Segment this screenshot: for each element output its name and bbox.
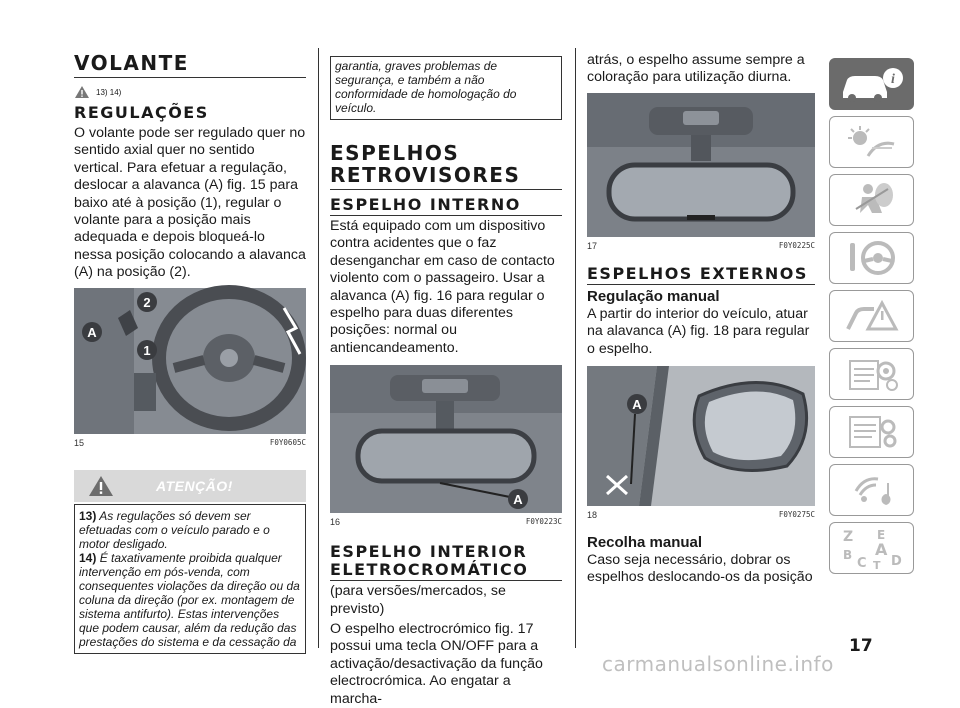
fig17-code: F0Y0225C [778, 240, 815, 250]
warning-road-icon [842, 295, 902, 337]
section-title-espelhos: ESPELHOS [330, 141, 460, 165]
section-title-volante: VOLANTE [74, 51, 189, 75]
sub-title-regulacoes: REGULAÇÕES [74, 103, 209, 122]
dashboard-lights-icon [842, 122, 902, 162]
manual-fold-body: Caso seja necessário, dobrar os espelhos deslocando-os da posição [587, 552, 813, 586]
sub-title-espelho-interior: ESPELHO INTERIOR [330, 542, 528, 562]
airbag-safety-icon [842, 179, 902, 221]
electrochromic-body-continued: atrás, o espelho assume sempre a coloração para utilização diurna. [587, 52, 805, 86]
note-14-text: É taxativamente proibida qualquer intervenção em pós-venda, com consequentes violações da direção ou da coluna da direção (por ex. montagem de sistema antifurto). Estas intervenções que podem causar, além da redução das prestações do sistema e da cessação da [79, 550, 300, 649]
warning-title: ATENÇÃO! [156, 477, 233, 494]
interior-mirror-illustration [330, 365, 562, 513]
warning-box [74, 470, 306, 502]
tab-starting-driving[interactable] [829, 232, 914, 284]
electrochromic-body: O espelho electrocrómico fig. 17 possui uma tecla ON/OFF para a activação/desactivação da função electrocrómica. Ao engatar a marcha- [330, 621, 543, 707]
column-mirrors [330, 0, 562, 708]
note-13-num: 13) [79, 508, 97, 523]
sub-title-eletrocromatico: ELETROCROMÁTICO [330, 560, 529, 580]
section-rule [74, 77, 306, 78]
sub-recolha-manual: Recolha manual [587, 534, 703, 552]
external-mirror-illustration [587, 366, 815, 506]
tab-emergency[interactable] [829, 290, 914, 342]
figure-17-caption [587, 241, 815, 251]
fig15-number: 15 [74, 437, 85, 448]
tab-technical-data[interactable] [829, 406, 914, 458]
figure-18-external-mirror [587, 366, 815, 506]
figure-15-steering [74, 288, 306, 434]
warning-refs [74, 84, 306, 100]
column-steering-wheel [74, 0, 306, 654]
column-external-mirrors [587, 0, 815, 587]
note-14 [79, 551, 301, 649]
multimedia-icon [842, 469, 902, 511]
figure-18-caption [587, 510, 815, 520]
alphabetical-index-icon [837, 525, 907, 571]
section-rule [587, 284, 815, 285]
watermark: carmanualsonline.info [602, 652, 834, 676]
note-refs: 13) 14) [96, 87, 122, 97]
figure-16-interior-mirror [330, 365, 562, 513]
fig15-label-1: 1 [143, 342, 151, 358]
svg-text:T: T [872, 559, 881, 572]
manual-adjust-body: A partir do interior do veículo, atuar na alavanca (A) fig. 18 para regular o espelho. [587, 305, 810, 357]
fig15-label-a: A [87, 324, 97, 340]
figure-16-caption [330, 517, 562, 527]
tab-safety[interactable] [829, 174, 914, 226]
column-divider [575, 48, 576, 648]
interior-mirror-body: Está equipado com um dispositivo contra acidentes que o faz desenganchar em caso de contacto violento com o passageiro. Usar a alavanca (A) fig. 16 para regular o espelho para duas diferentes posições: normal ou antiencandeamento. [330, 218, 555, 356]
tab-dashboard[interactable] [829, 116, 914, 168]
page-number: 17 [849, 636, 873, 656]
tab-maintenance[interactable] [829, 348, 914, 400]
svg-text:C: C [856, 556, 867, 571]
sub-rule [330, 580, 562, 581]
car-info-icon [837, 64, 907, 104]
chapter-sidebar [829, 58, 914, 580]
tab-alphabetical-index[interactable] [829, 522, 914, 574]
svg-text:A: A [874, 540, 887, 559]
fig15-code: F0Y0605C [269, 437, 306, 447]
svg-text:E: E [876, 528, 885, 542]
warning-triangle-icon [88, 475, 114, 497]
sub-title-espelho-interno: ESPELHO INTERNO [330, 195, 521, 214]
svg-text:i: i [890, 72, 895, 87]
figure-17-electrochromic-mirror [587, 93, 815, 237]
electrochromic-mirror-illustration [587, 93, 815, 237]
svg-text:Z: Z [842, 529, 853, 545]
sub-rule [330, 215, 562, 216]
steering-wheel-illustration [74, 288, 306, 434]
fig18-number: 18 [587, 510, 598, 521]
section-rule [330, 189, 562, 190]
svg-text:B: B [842, 548, 852, 562]
figure-15-caption [74, 438, 306, 448]
technical-data-icon [842, 411, 902, 453]
column-divider [318, 48, 319, 648]
fig16-label-a: A [513, 492, 523, 508]
fig16-code: F0Y0223C [525, 517, 562, 527]
section-title-espelhos-externos: ESPELHOS EXTERNOS [587, 263, 808, 283]
fig16-number: 16 [330, 517, 341, 528]
note-14-num: 14) [79, 550, 97, 565]
warning-triangle-icon [74, 85, 90, 99]
sub-regulacao-manual: Regulação manual [587, 287, 720, 305]
fig18-label-a: A [632, 397, 642, 413]
warning-notes [74, 504, 306, 654]
svg-text:D: D [890, 554, 902, 569]
steering-wheel-icon [842, 237, 902, 279]
tab-multimedia[interactable] [829, 464, 914, 516]
maintenance-gear-icon [842, 353, 902, 395]
tab-car-info[interactable] [829, 58, 914, 110]
warning-note-continued: garantia, graves problemas de segurança, e também a não conformidade de homologação do veículo. [330, 56, 562, 120]
note-13-text: As regulações só devem ser efetuadas com o veículo parado e o motor desligado. [79, 508, 270, 551]
section-title-retrovisores: RETROVISORES [330, 163, 521, 187]
steering-body-text: O volante pode ser regulado quer no sentido axial quer no sentido vertical. Para efetuar a regulação, deslocar a alavanca (A) fig. 15 para baixo até à posição (1), regular o volante para a posição mais adequada e depois bloqueá-lo nessa posição colocando a alavanca (A) na posição (2). [74, 125, 306, 281]
electrochromic-versions: (para versões/mercados, se previsto) [330, 583, 506, 617]
fig15-label-2: 2 [143, 294, 151, 310]
fig17-number: 17 [587, 240, 598, 251]
note-13 [79, 509, 301, 551]
fig18-code: F0Y0275C [778, 510, 815, 520]
